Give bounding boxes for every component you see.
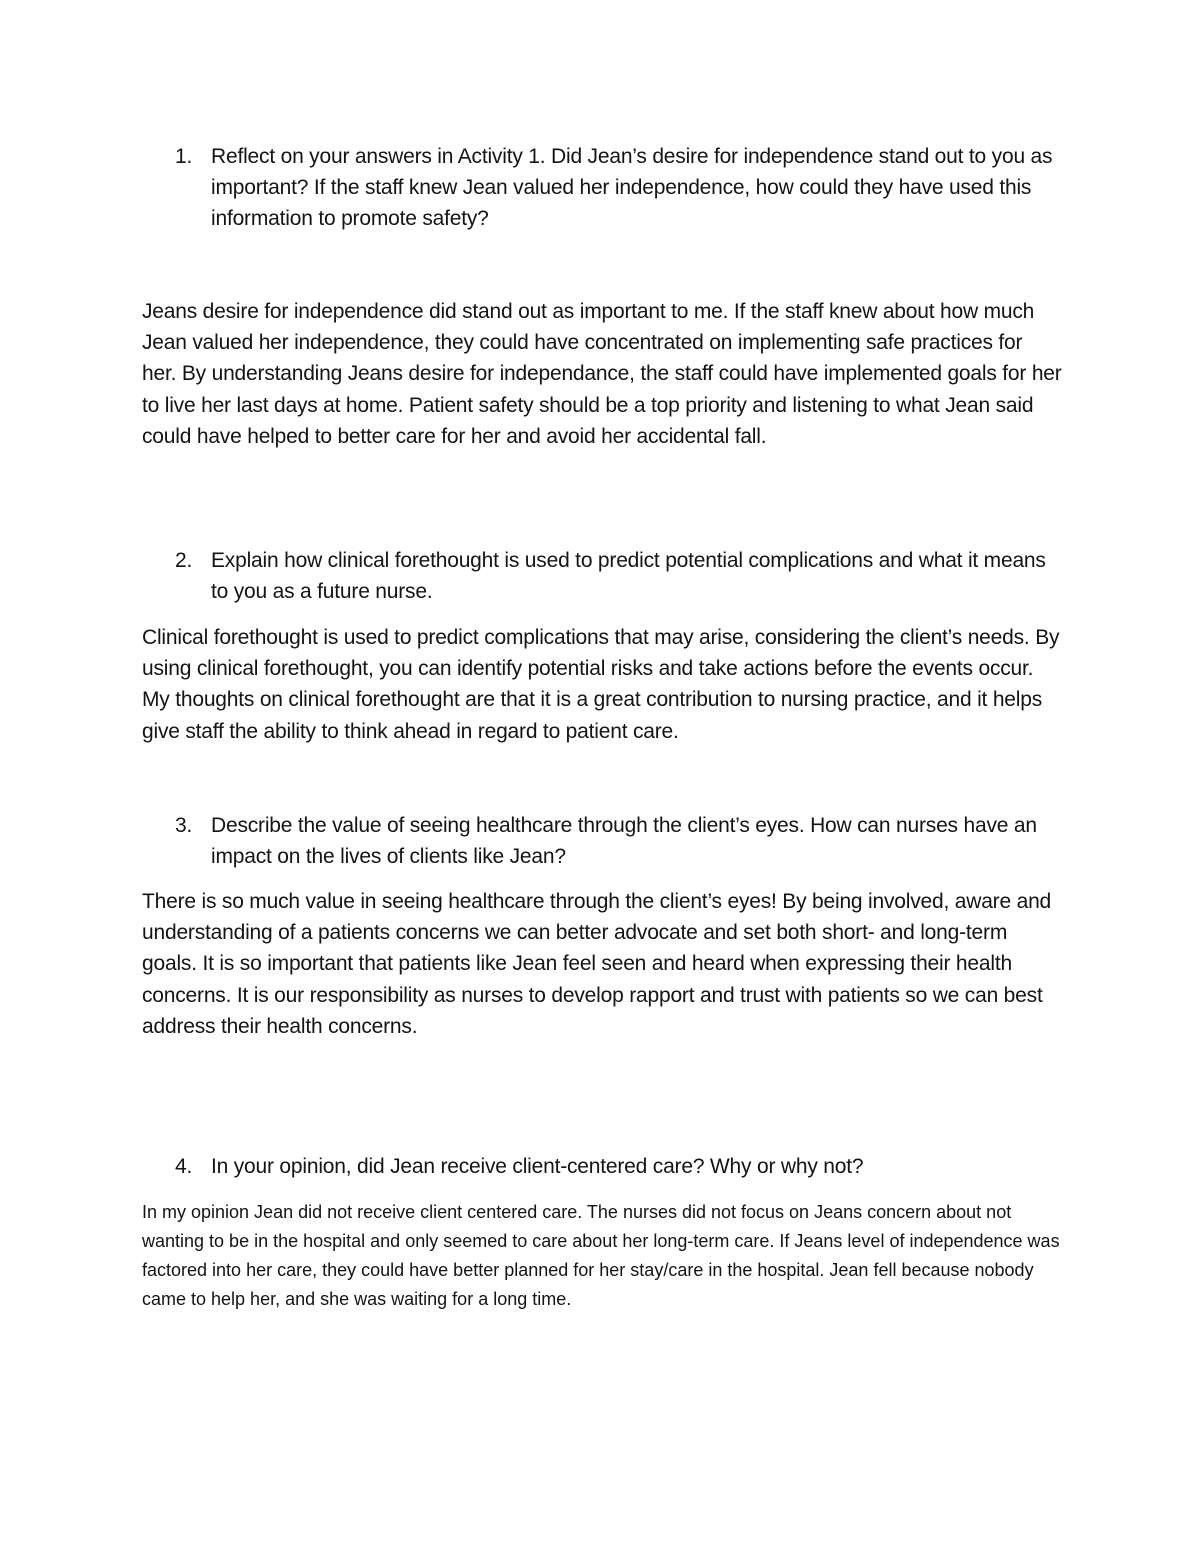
- question-2-text: Explain how clinical forethought is used to predict potential complications and what it means to you as a future nurse.: [211, 549, 1046, 603]
- question-3-text: Describe the value of seeing healthcare through the client’s eyes. How can nurses have an impact on the lives of clients like Jean?: [211, 814, 1037, 868]
- answer-2: Clinical forethought is used to predict complications that may arise, considering the client’s needs. By using clinical forethought, you can identify potential risks and take actions before the events occur. My thoughts on clinical forethought are that it is a great contribution to nursing practice, and it helps give staff the ability to think ahead in regard to patient care.: [142, 626, 1060, 743]
- answer-4: In my opinion Jean did not receive client centered care. The nurses did not focus on Jeans concern about not wanting to be in the hospital and only seemed to care about her long-term care. If Jeans level of independence was factored into her care, they could have better planned for her stay/care in the hospital. Jean fell because nobody came to help her, and she was waiting for a long time.: [142, 1202, 1060, 1309]
- question-2-number: 2.: [175, 549, 193, 572]
- question-1-number: 1.: [175, 145, 193, 168]
- question-1: [175, 141, 1075, 234]
- answer-1: Jeans desire for independence did stand out as important to me. If the staff knew about how much Jean valued her independence, they could have concentrated on implementing safe practices for her. By understanding Jeans desire for independance, the staff could have implemented goals for her to live her last days at home. Patient safety should be a top priority and listening to what Jean said could have helped to better care for her and avoid her accidental fall.: [142, 300, 1062, 448]
- question-4-number: 4.: [175, 1155, 193, 1178]
- question-1-text: Reflect on your answers in Activity 1. Did Jean’s desire for independence stand out to you as important? If the staff knew Jean valued her independence, how could they have used this information to promote safety?: [211, 145, 1053, 230]
- question-3-number: 3.: [175, 814, 193, 837]
- answer-3: There is so much value in seeing healthcare through the client’s eyes! By being involved, aware and understanding of a patients concerns we can better advocate and set both short- and long-term goals. It is so important that patients like Jean feel seen and heard when expressing their health concerns. It is our responsibility as nurses to develop rapport and trust with patients so we can best address their health concerns.: [142, 890, 1052, 1038]
- question-4-text: In your opinion, did Jean receive client-centered care? Why or why not?: [211, 1155, 864, 1178]
- question-2: [175, 545, 1075, 607]
- question-4: [175, 1151, 1075, 1182]
- question-3: [175, 810, 1075, 872]
